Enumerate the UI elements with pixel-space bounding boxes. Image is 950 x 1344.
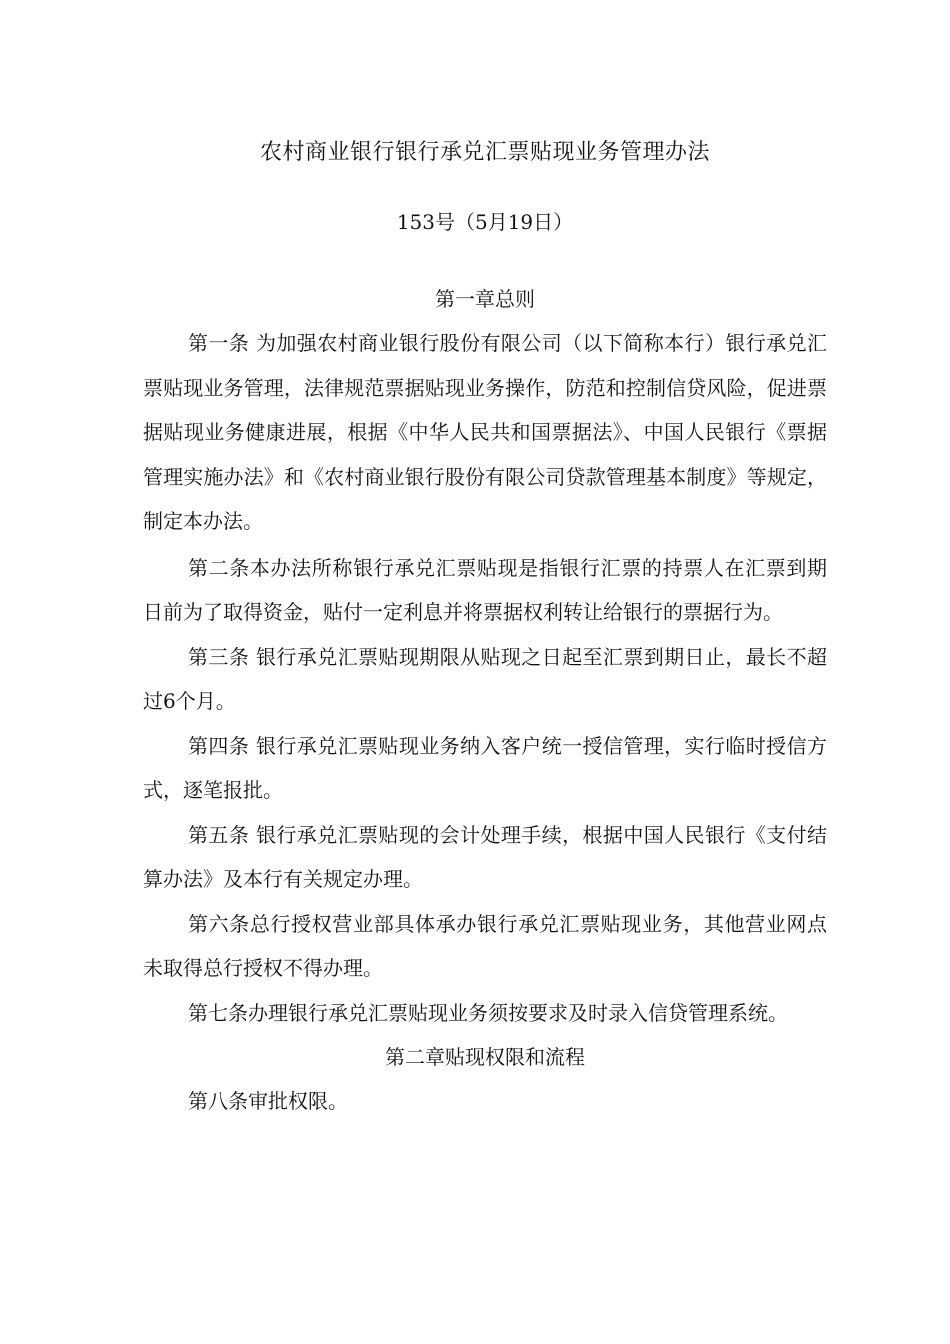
document-number: 153号（5月19日）: [396, 210, 574, 234]
document-body: [143, 277, 827, 1124]
article-paragraph: 第六条总行授权营业部具体承办银行承兑汇票贴现业务，其他营业网点未取得总行授权不得办理。: [143, 911, 827, 980]
article-paragraph: 第三条 银行承兑汇票贴现期限从贴现之日起至汇票到期日止，最长不超过6个月。: [143, 644, 827, 713]
document-title: 农村商业银行银行承兑汇票贴现业务管理办法: [259, 140, 710, 165]
chapter-heading: 第二章贴现权限和流程: [385, 1045, 585, 1069]
article-paragraph: 第七条办理银行承兑汇票贴现业务须按要求及时录入信贷管理系统。: [188, 1000, 788, 1025]
article-paragraph: 第二条本办法所称银行承兑汇票贴现是指银行汇票的持票人在汇票到期日前为了取得资金，贴付一定利息并将票据权利转让给银行的票据行为。: [143, 555, 827, 624]
article-paragraph: 第五条 银行承兑汇票贴现的会计处理手续，根据中国人民银行《支付结算办法》及本行有关规定办理。: [143, 822, 827, 891]
article-paragraph: 第一条 为加强农村商业银行股份有限公司（以下简称本行）银行承兑汇票贴现业务管理，法律规范票据贴现业务操作，防范和控制信贷风险，促进票据贴现业务健康进展，根据《中华人民共和国票据法》、中国人民银行《票据管理实施办法》和《农村商业银行股份有限公司贷款管理基本制度》等规定，制定本办法。: [143, 331, 827, 533]
article-paragraph: 第四条 银行承兑汇票贴现业务纳入客户统一授信管理，实行临时授信方式，逐笔报批。: [143, 733, 827, 802]
chapter-heading: 第一章总则: [435, 287, 535, 311]
article-paragraph: 第八条审批权限。: [188, 1089, 348, 1113]
